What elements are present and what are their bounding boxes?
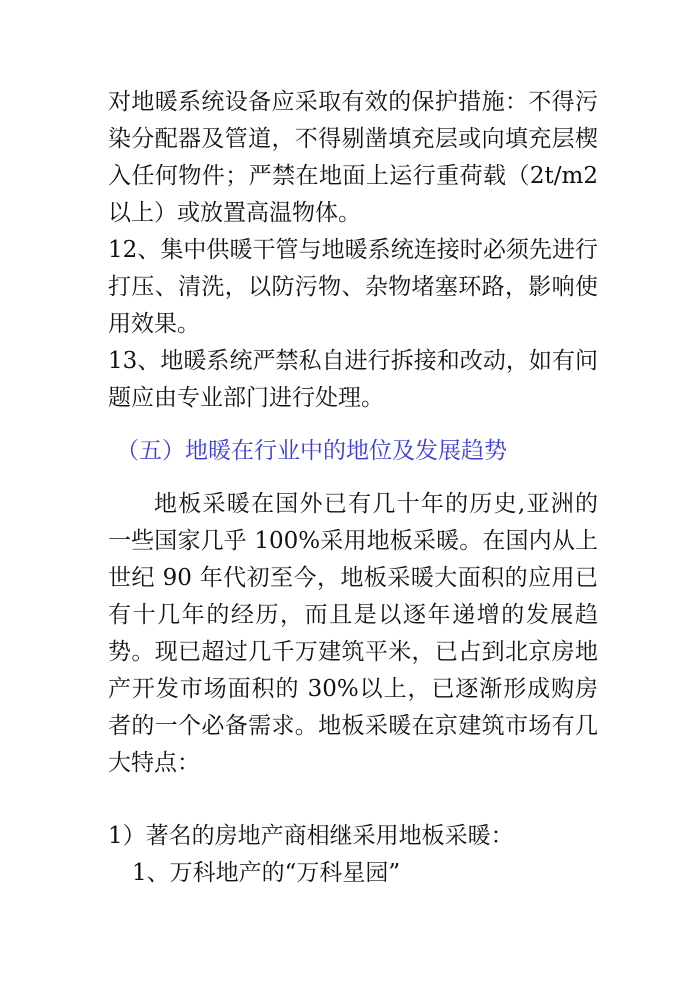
paragraph-industry-status: 地板采暖在国外已有几十年的历史,亚洲的一些国家几乎 100%采用地板采暖。在国内从上世纪 90 年代初至今，地板采暖大面积的应用已有十几年的经历，而且是以逐年递增的发展趋势。现已超过几千万建筑平米，已占到北京房地产开发市场面积的 30%以上，已逐渐形成购房者的一个必备需求。地板采暖在京建筑市场有几大特点： — [108, 491, 598, 776]
list-item-13: 13、地暖系统严禁私自进行拆接和改动，如有问题应由专业部门进行处理。 — [108, 348, 598, 411]
list-heading: 1）著名的房地产商相继采用地板采暖： — [108, 823, 514, 849]
paragraph-protection-measures: 对地暖系统设备应采取有效的保护措施：不得污染分配器及管道，不得剔凿填充层或向填充层楔入任何物件；严禁在地面上运行重荷载（2t/m2 以上）或放置高温物体。 — [108, 89, 598, 226]
list-sub-item-1: 1、万科地产的“万科星园” — [132, 860, 401, 886]
section-heading: （五）地暖在行业中的地位及发展趋势 — [116, 438, 507, 464]
list-item-12: 12、集中供暖干管与地暖系统连接时必须先进行打压、清洗，以防污物、杂物堵塞环路，影响使用效果。 — [108, 237, 598, 337]
document-body — [108, 84, 598, 892]
